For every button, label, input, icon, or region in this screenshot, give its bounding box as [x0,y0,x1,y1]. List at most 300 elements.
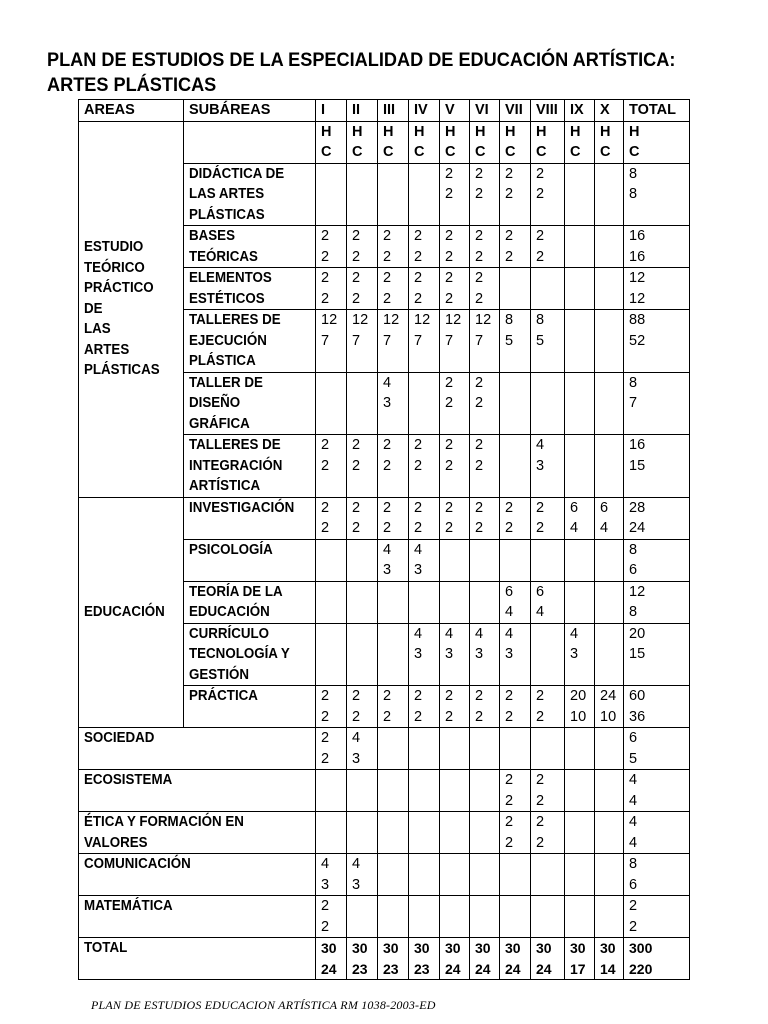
semester-cell [378,268,409,310]
semester-cell [565,686,595,728]
hours-value: 2 [414,270,423,286]
semester-cell [500,497,531,539]
subarea-label-line [189,331,312,352]
hours-value: 16 [629,437,646,453]
hc-header-cell [500,121,531,163]
hours-value: 2 [414,499,423,516]
credits-value: 2 [383,248,392,265]
semester-cell [565,310,595,373]
semester-cell [565,581,595,623]
semester-total-cell [595,938,624,980]
semester-cell [316,623,347,686]
credits-value: 2 [505,248,514,265]
credits-value: 2 [475,248,484,265]
semester-cell [470,728,500,770]
semester-cell [347,310,378,373]
hc-header-cell [624,121,690,163]
semester-cell [409,581,440,623]
hours-value: 6 [570,499,579,516]
hours-value: 12 [629,270,646,286]
credits-value: 5 [536,332,545,349]
subarea-label-text: INTEGRACIÓN [189,457,283,474]
area-label-cell [79,728,316,770]
area-label-text: SOCIEDAD [84,730,155,746]
credits-value: 2 [414,248,423,265]
hours-value: 2 [352,499,361,516]
semester-cell [565,372,595,435]
total-cell [624,497,690,539]
semester-cell [500,268,531,310]
hours-value: 20 [629,625,646,642]
semester-cell [470,435,500,498]
total-cell [624,310,690,373]
hours-value: 30 [505,940,521,956]
hours-value: 30 [414,940,430,956]
semester-cell [531,268,565,310]
credits-value: 2 [321,750,330,767]
credits-value: 3 [352,750,361,767]
credits-value: 52 [629,332,646,349]
semester-cell [378,896,409,938]
credits-value: 2 [475,708,484,725]
subarea-label-line [189,226,312,247]
credits-value: 3 [414,646,423,662]
semester-cell [595,310,624,373]
hours-value: 4 [570,625,579,642]
credits-header: C [475,144,486,160]
area-label-text: ECOSISTEMA [84,772,173,788]
table-body [79,100,690,980]
semester-cell [409,268,440,310]
semester-cell [500,854,531,896]
hours-value: 2 [414,437,423,453]
subarea-label-text: TALLERES DE [189,437,281,453]
hours-value: 2 [383,270,392,286]
semester-cell [531,581,565,623]
total-cell [624,623,690,686]
credits-value: 2 [352,248,361,265]
semester-cell [595,812,624,854]
hours-value: 12 [629,583,646,600]
hours-header: H [321,123,332,140]
title-line-1: PLAN DE ESTUDIOS DE LA ESPECIALIDAD DE EDUCACIÓN ARTÍSTICA: [47,49,676,71]
credits-value: 10 [570,708,587,725]
credits-value: 2 [445,248,454,265]
credits-value: 24 [321,960,337,977]
credits-value: 2 [352,520,361,536]
semester-cell [378,770,409,812]
semester-cell [500,435,531,498]
hours-value: 2 [414,688,423,704]
credits-value: 3 [414,562,423,578]
semester-cell [595,163,624,226]
hours-header: H [414,123,425,140]
credits-value: 2 [475,186,484,202]
hours-value: 8 [629,856,638,872]
hours-value: 30 [352,940,368,956]
area-cell [79,121,184,497]
grand-total-cell [624,938,690,980]
area-label-line [84,854,312,875]
credits-value: 2 [536,708,545,725]
credits-value: 2 [445,457,454,474]
hours-value: 4 [383,374,392,391]
area-row [79,896,690,938]
hours-value: 2 [505,772,514,788]
semester-cell [378,435,409,498]
hours-value: 2 [445,499,454,516]
subarea-label-line [189,351,312,372]
credits-value: 12 [629,290,646,307]
hours-value: 4 [505,625,514,642]
semester-cell [347,728,378,770]
semester-cell [409,686,440,728]
semester-cell [470,854,500,896]
semester-cell [565,226,595,268]
subarea-cell [184,539,316,581]
total-cell [624,539,690,581]
subarea-cell [184,623,316,686]
hours-value: 2 [321,437,330,453]
subarea-cell [184,372,316,435]
credits-value: 7 [321,332,330,349]
hours-value: 4 [629,772,638,788]
area-label-line [84,340,180,361]
header-semester: I [316,100,347,122]
credits-header: C [536,144,547,160]
semester-cell [500,539,531,581]
credits-header: C [445,144,456,160]
credits-value: 2 [445,186,454,202]
hours-value: 2 [536,499,545,516]
credits-value: 8 [629,604,638,620]
semester-cell [316,896,347,938]
credits-value: 2 [505,792,514,809]
semester-cell [440,226,470,268]
semester-cell [316,497,347,539]
hours-header: H [445,123,456,140]
semester-cell [378,812,409,854]
credits-value: 3 [321,876,330,893]
credits-value: 7 [414,332,423,349]
hours-value: 2 [505,499,514,516]
header-semester: VIII [531,100,565,122]
subarea-label-line [189,310,312,331]
hours-value: 2 [383,228,392,244]
header-total: TOTAL [624,100,690,122]
hours-value: 2 [445,270,454,286]
subarea-label-line [189,373,312,394]
semester-cell [378,310,409,373]
semester-cell [440,623,470,686]
hc-header-cell [409,121,440,163]
hours-value: 12 [383,312,400,328]
subarea-cell [184,163,316,226]
credits-value: 15 [629,457,646,474]
header-row [79,100,690,122]
semester-cell [409,770,440,812]
credits-value: 2 [414,290,423,307]
total-cell [624,812,690,854]
semester-cell [565,539,595,581]
semester-cell [531,310,565,373]
semester-cell [470,268,500,310]
subarea-label-text: PSICOLOGÍA [189,541,273,558]
hc-header-cell [470,121,500,163]
area-label-line [84,833,312,854]
hours-value: 2 [321,730,330,746]
hours-value: 2 [629,898,638,914]
total-cell [624,854,690,896]
hours-value: 30 [600,940,616,956]
hours-value: 16 [629,228,646,244]
hours-value: 2 [445,688,454,704]
semester-cell [595,497,624,539]
hours-header: H [475,123,486,140]
hours-value: 2 [536,165,545,182]
subarea-cell [184,310,316,373]
hours-value: 2 [505,228,514,244]
credits-value: 2 [445,708,454,725]
semester-cell [500,812,531,854]
hours-value: 2 [352,270,361,286]
semester-cell [378,163,409,226]
semester-cell [440,163,470,226]
credits-value: 36 [629,708,646,725]
semester-cell [347,497,378,539]
hours-value: 8 [536,312,545,328]
semester-cell [409,372,440,435]
total-cell [624,435,690,498]
subarea-label-text: ARTÍSTICA [189,478,261,494]
area-label-line [84,278,180,299]
semester-cell [565,497,595,539]
semester-cell [440,310,470,373]
area-label-line [84,770,312,791]
hours-header: H [505,123,516,140]
subarea-label-text: TEÓRICAS [189,248,258,265]
semester-cell [409,896,440,938]
semester-cell [440,268,470,310]
credits-value: 2 [321,248,330,265]
credits-value: 5 [505,332,514,349]
credits-value: 5 [629,750,638,767]
area-row [79,812,690,854]
area-row [79,854,690,896]
semester-cell [347,226,378,268]
semester-total-cell [316,938,347,980]
hours-header: H [570,123,581,140]
subarea-label-text: PLÁSTICA [189,353,256,369]
subarea-cell [184,581,316,623]
area-label-line [84,258,180,279]
hc-header-blank [184,121,316,163]
hours-value: 2 [352,688,361,704]
semester-cell [470,372,500,435]
credits-value: 4 [629,792,638,809]
subarea-label-text: PRÁCTICA [189,688,258,704]
area-label-line [84,728,312,749]
credits-value: 4 [570,520,579,536]
hours-value: 8 [629,541,638,558]
area-label-text: ESTUDIO [84,239,144,256]
area-cell [79,497,184,728]
area-row [79,770,690,812]
area-label-line [84,319,180,340]
credits-value: 3 [352,876,361,893]
hours-value: 2 [445,228,454,244]
total-label: TOTAL [84,940,128,956]
semester-cell [500,896,531,938]
header-semester: V [440,100,470,122]
semester-cell [316,581,347,623]
total-cell [624,896,690,938]
semester-cell [531,163,565,226]
hours-value: 4 [352,856,361,872]
hours-value: 4 [383,541,392,558]
header-semester: VII [500,100,531,122]
semester-cell [565,268,595,310]
subarea-label-line [189,184,312,205]
hours-value: 2 [505,814,514,830]
hours-value: 2 [505,688,514,704]
hours-value: 300 [629,940,653,956]
subarea-label-text: BASES [189,228,235,244]
credits-header: C [414,144,425,160]
semester-cell [565,435,595,498]
semester-cell [470,163,500,226]
header-areas: AREAS [79,100,184,122]
subarea-label-line [189,164,312,185]
semester-cell [531,435,565,498]
hours-value: 30 [570,940,586,956]
credits-value: 2 [475,520,484,536]
hours-value: 2 [321,270,330,286]
hours-value: 8 [629,165,638,182]
credits-value: 2 [536,248,545,265]
hc-header-cell [565,121,595,163]
semester-cell [595,770,624,812]
subarea-label-line [189,247,312,268]
semester-cell [595,539,624,581]
credits-value: 2 [383,708,392,725]
credits-value: 2 [536,186,545,202]
subarea-label-line [189,624,312,645]
semester-cell [347,812,378,854]
hc-header-cell [347,121,378,163]
hours-value: 30 [536,940,552,956]
header-semester: II [347,100,378,122]
semester-cell [565,770,595,812]
credits-value: 4 [600,520,609,536]
credits-value: 17 [570,960,586,977]
semester-cell [440,435,470,498]
subarea-label-text: EDUCACIÓN [189,604,270,620]
hours-header: H [536,123,547,140]
credits-header: C [629,144,640,160]
semester-cell [565,854,595,896]
area-label-text: ÉTICA Y FORMACIÓN EN [84,814,244,830]
hours-value: 2 [475,165,484,182]
semester-cell [347,623,378,686]
hours-value: 4 [414,541,423,558]
hours-value: 2 [536,688,545,704]
credits-value: 2 [383,520,392,536]
hours-value: 30 [383,940,399,956]
credits-value: 24 [445,960,461,977]
hours-value: 8 [629,374,638,391]
subarea-label-line [189,582,312,603]
semester-cell [409,226,440,268]
subarea-label-line [189,686,312,707]
semester-cell [440,686,470,728]
area-row [79,728,690,770]
hours-value: 2 [475,374,484,391]
credits-value: 6 [629,562,638,578]
credits-value: 2 [414,708,423,725]
total-label-cell [79,938,316,980]
total-cell [624,268,690,310]
credits-value: 2 [505,186,514,202]
credits-value: 2 [321,520,330,536]
credits-value: 23 [414,960,430,977]
hours-value: 2 [383,499,392,516]
semester-cell [531,623,565,686]
semester-cell [500,163,531,226]
area-label-cell [79,854,316,896]
total-row [79,938,690,980]
subarea-label-line [189,393,312,414]
hours-value: 6 [600,499,609,516]
total-cell [624,686,690,728]
semester-cell [500,728,531,770]
hc-header-cell [531,121,565,163]
hours-value: 24 [600,688,617,704]
semester-cell [440,770,470,812]
hours-value: 2 [352,437,361,453]
hours-header: H [383,123,394,140]
credits-value: 24 [629,520,646,536]
semester-cell [409,497,440,539]
hours-value: 30 [445,940,461,956]
subarea-label-line [189,289,312,310]
semester-cell [470,310,500,373]
hours-value: 30 [321,940,337,956]
credits-value: 2 [505,520,514,536]
subarea-cell [184,226,316,268]
semester-cell [347,372,378,435]
credits-header: C [600,144,611,160]
credits-value: 2 [383,457,392,474]
semester-cell [409,435,440,498]
semester-cell [531,728,565,770]
area-label-text: PRÁCTICO [84,280,154,297]
semester-cell [531,686,565,728]
total-cell [624,728,690,770]
credits-value: 2 [383,290,392,307]
credits-value: 3 [475,646,484,662]
subarea-cell [184,435,316,498]
semester-cell [595,686,624,728]
hours-header: H [600,123,611,140]
header-subareas: SUBÁREAS [184,100,316,122]
subarea-label-line [189,268,312,289]
credits-value: 2 [414,520,423,536]
subarea-label-text: LAS ARTES [189,186,265,202]
subarea-label-line [189,540,312,561]
curriculum-table [78,99,690,980]
hc-header-cell [316,121,347,163]
